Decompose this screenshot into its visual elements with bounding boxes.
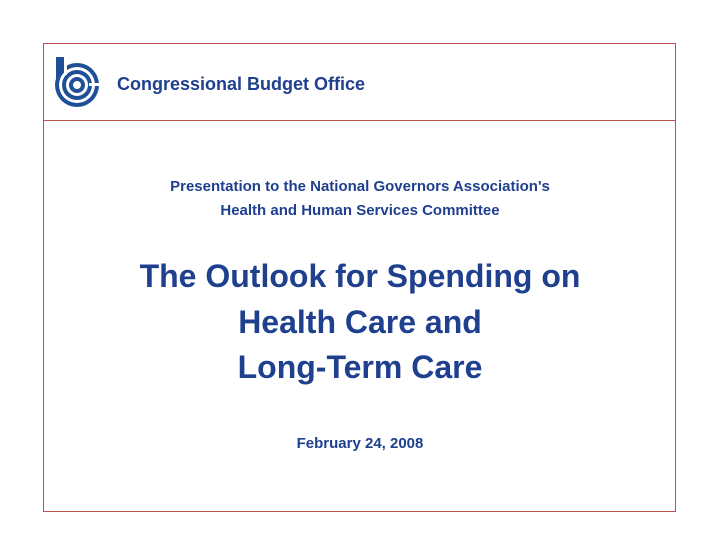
subtitle-line-1: Presentation to the National Governors Association's (170, 178, 550, 195)
cbo-logo-icon (51, 55, 103, 109)
presentation-date: February 24, 2008 (296, 435, 424, 452)
title-line-1: The Outlook for Spending on (139, 258, 581, 294)
subtitle-line-2: Health and Human Services Committee (220, 202, 500, 219)
title-line-3: Long-Term Care (237, 349, 483, 385)
header-divider (43, 120, 676, 121)
organization-name: Congressional Budget Office (117, 74, 366, 94)
title-line-2: Health Care and (238, 304, 482, 340)
